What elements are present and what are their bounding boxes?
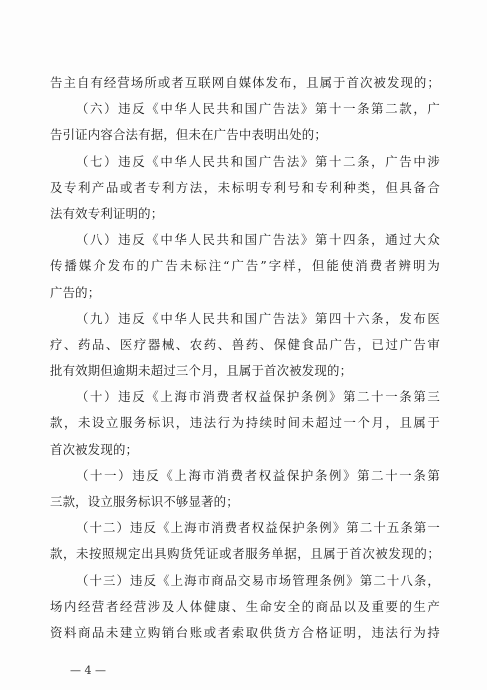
text-line: 资料商品未建立购销台账或者索取供货方合格证明，违法行为持 (50, 624, 440, 640)
text-line: （十二）违反《上海市消费者权益保护条例》第二十五条第一 (76, 520, 440, 536)
text-line: 首次被发现的； (50, 441, 139, 457)
text-line: （七）违反《中华人民共和国广告法》第十二条，广告中涉 (76, 153, 440, 169)
text-line: （九）违反《中华人民共和国广告法》第四十六条，发布医 (76, 310, 440, 326)
page-number: — 4 — (70, 664, 106, 677)
text-line: （八）违反《中华人民共和国广告法》第十四条，通过大众 (76, 232, 440, 248)
text-line: 场内经营者经营涉及人体健康、生命安全的商品以及重要的生产 (50, 598, 440, 614)
text-line: 款，未按照规定出具购货凭证或者服务单据，且属于首次被发现的； (50, 546, 440, 562)
text-line: （十）违反《上海市消费者权益保护条例》第二十一条第三 (76, 389, 440, 405)
text-line: 三款，设立服务标识不够显著的； (50, 494, 239, 509)
text-line: （十一）违反《上海市消费者权益保护条例》第二十一条第 (76, 467, 440, 483)
text-line: 告引证内容合法有据，但未在广告中表明出处的； (50, 127, 327, 143)
body-text (50, 70, 440, 646)
text-line: 传播媒介发布的广告未标注“广告”字样，但能使消费者辨明为 (50, 258, 440, 274)
text-line: （六）违反《中华人民共和国广告法》第十一条第二款，广 (76, 101, 440, 117)
text-line: 广告的； (50, 284, 101, 300)
text-line: （十三）违反《上海市商品交易市场管理条例》第二十八条， (76, 572, 440, 588)
text-line: 告主自有经营场所或者互联网自媒体发布，且属于首次被发现的； (50, 75, 440, 90)
text-line: 批有效期但逾期未超过三个月，且属于首次被发现的； (50, 363, 353, 379)
text-line: 款，未设立服务标识，违法行为持续时间未超过一个月，且属于 (50, 415, 440, 431)
text-line: 疗、药品、医疗器械、农药、兽药、保健食品广告，已过广告审 (50, 336, 440, 352)
text-line: 及专利产品或者专利方法，未标明专利号和专利种类，但具备合 (50, 179, 440, 195)
text-line: 法有效专利证明的； (50, 205, 164, 221)
